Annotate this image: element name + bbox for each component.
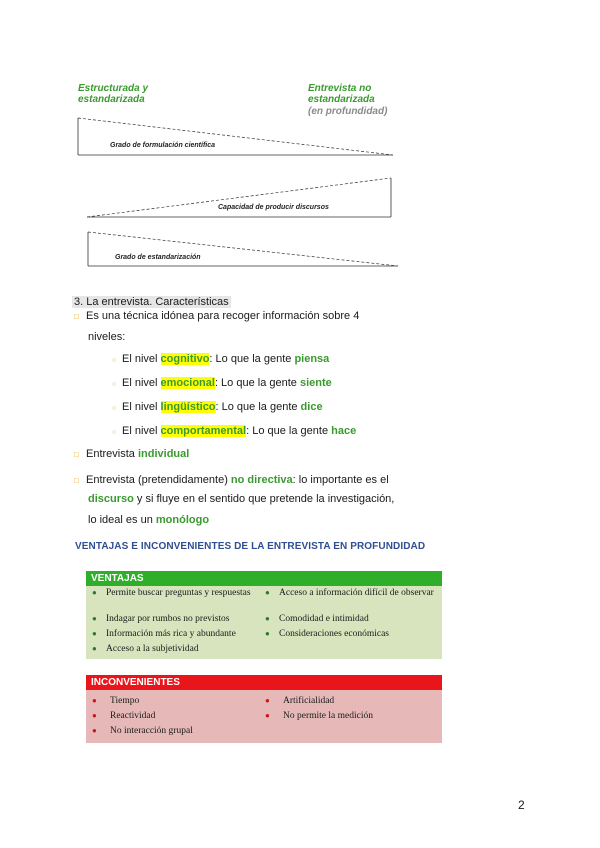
- inconvenientes-title: INCONVENIENTES: [86, 675, 442, 690]
- ventaja-item: Consideraciones económicas: [279, 629, 390, 639]
- inconveniente-item: No permite la medición: [283, 711, 373, 721]
- pros-cons-heading: VENTAJAS E INCONVENIENTES DE LA ENTREVISTA EN PROFUNDIDAD: [75, 541, 426, 552]
- diagram-right-sublabel: (en profundidad): [308, 106, 388, 117]
- bullet-icon: ●: [92, 644, 97, 653]
- inconveniente-item: Reactividad: [110, 711, 156, 721]
- level-item: ○ El nivel comportamental: Lo que la gente hace: [112, 424, 356, 440]
- bullet-icon: ●: [92, 629, 97, 638]
- diagram-right-label: Entrevista no estandarizada: [308, 83, 375, 105]
- square-bullet-icon: □: [74, 312, 79, 321]
- bullet-icon: ●: [92, 711, 97, 720]
- square-bullet-icon: □: [74, 450, 79, 459]
- bullet-icon: ●: [265, 588, 270, 597]
- list-item-continuation: lo ideal es un monólogo: [88, 514, 210, 526]
- ventaja-item: Acceso a información difícil de observar: [279, 588, 434, 598]
- inconveniente-item: Tiempo: [110, 696, 140, 706]
- list-item: □ Es una técnica idónea para recoger información sobre 4: [74, 310, 360, 322]
- bullet-icon: ●: [265, 696, 270, 705]
- list-item: □ Entrevista individual: [74, 448, 190, 460]
- diagram-left-label: Estructurada y estandarizada: [78, 83, 149, 105]
- circle-bullet-icon: ○: [112, 405, 117, 412]
- circle-bullet-icon: ○: [112, 429, 117, 436]
- bullet-icon: ●: [265, 629, 270, 638]
- wedge-diagram: [0, 0, 600, 280]
- wedge-1: [78, 118, 393, 155]
- list-item: □ Entrevista (pretendidamente) no directiva: lo importante es el: [74, 474, 389, 486]
- list-item-continuation: discurso y si fluye en el sentido que pretende la investigación,: [88, 493, 395, 505]
- inconveniente-item: No interacción grupal: [110, 726, 193, 736]
- ventaja-item: Permite buscar preguntas y respuestas: [106, 588, 251, 598]
- ventajas-box: [86, 571, 442, 659]
- level-item: ○ El nivel lingüístico: Lo que la gente dice: [112, 400, 323, 416]
- bullet-icon: ●: [92, 726, 97, 735]
- bullet-icon: ●: [92, 588, 97, 597]
- circle-bullet-icon: ○: [112, 381, 117, 388]
- wedge-3-label: Grado de estandarización: [115, 254, 201, 261]
- bullet-icon: ●: [92, 614, 97, 623]
- page-number: 2: [518, 798, 525, 812]
- level-item: ○ El nivel emocional: Lo que la gente siente: [112, 376, 332, 392]
- ventaja-item: Acceso a la subjetividad: [106, 644, 199, 654]
- ventaja-item: Comodidad e intimidad: [279, 614, 369, 624]
- bullet-icon: ●: [265, 614, 270, 623]
- inconveniente-item: Artificialidad: [283, 696, 335, 706]
- wedge-2: [87, 178, 391, 217]
- list-item-continuation: niveles:: [88, 331, 126, 343]
- ventaja-item: Indagar por rumbos no previstos: [106, 614, 230, 624]
- section-title: 3. La entrevista. Características: [74, 296, 229, 308]
- wedge-1-label: Grado de formulación científica: [110, 142, 216, 149]
- inconvenientes-box: [86, 675, 442, 743]
- circle-bullet-icon: ○: [112, 357, 117, 364]
- wedge-2-label: Capacidad de producir discursos: [218, 204, 329, 211]
- bullet-icon: ●: [92, 696, 97, 705]
- ventajas-title: VENTAJAS: [86, 571, 442, 586]
- ventaja-item: Información más rica y abundante: [106, 629, 236, 639]
- level-item: ○ El nivel cognitivo: Lo que la gente piensa: [112, 352, 329, 368]
- bullet-icon: ●: [265, 711, 270, 720]
- square-bullet-icon: □: [74, 476, 79, 485]
